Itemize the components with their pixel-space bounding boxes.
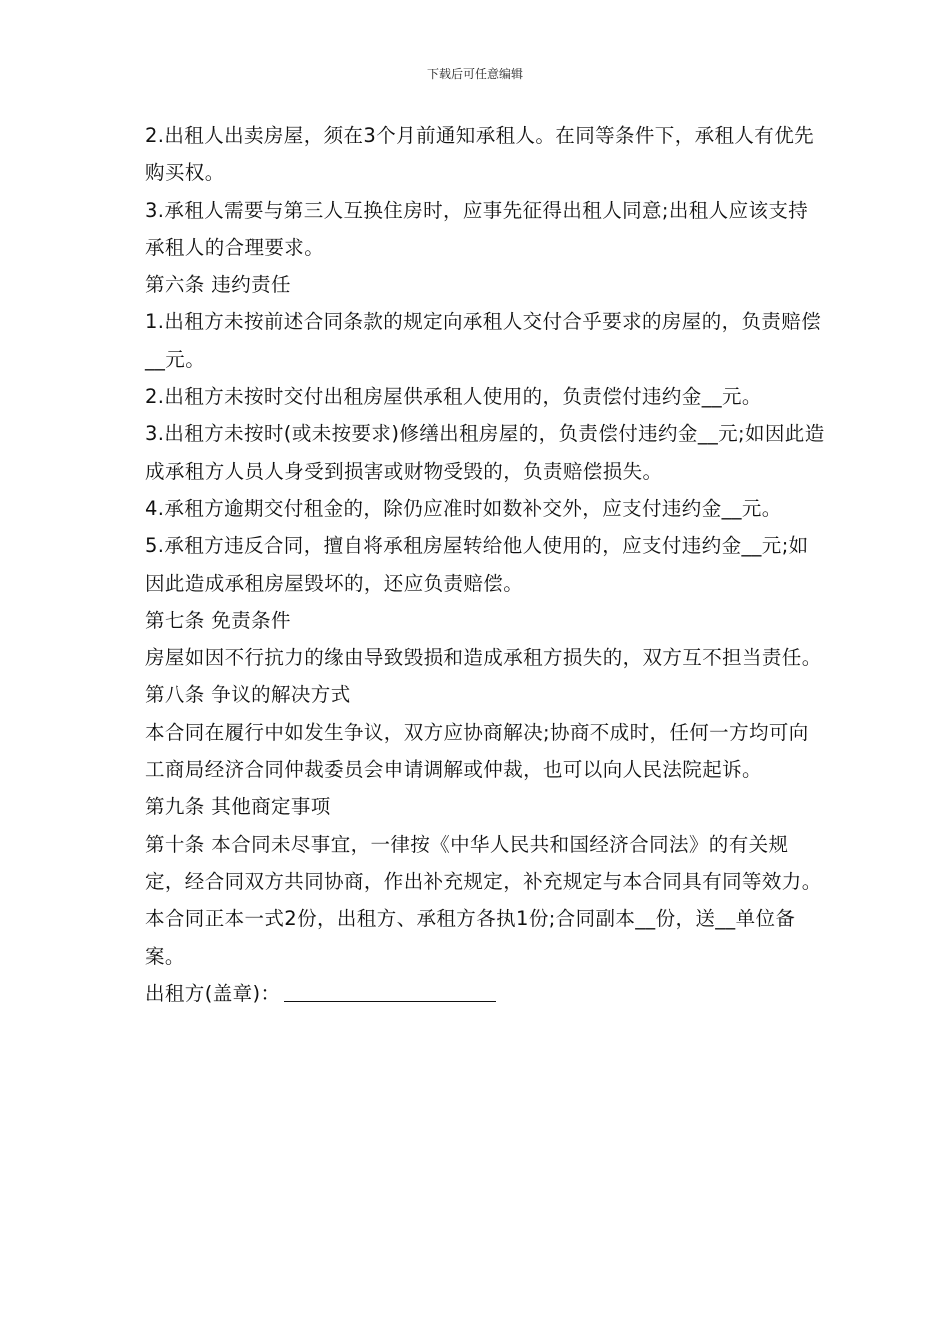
clause-paragraph: 本合同在履行中如发生争议，双方应协商解决;协商不成时，任何一方均可向工商局经济合同仲裁委员会申请调解或仲裁，也可以向人民法院起诉。 [145,720,809,782]
clause-paragraph: 房屋如因不行抗力的缘由导致毁损和造成承租方损失的，双方互不担当责任。 [145,646,822,670]
clause-paragraph: 3.出租方未按时(或未按要求)修缮出租房屋的，负责偿付违约金__元;如因此造成承租方人员人身受到损害或财物受毁的，负责赔偿损失。 [145,422,825,483]
clause-paragraph: 1.出租方未按前述合同条款的规定向承租人交付合乎要求的房屋的，负责赔偿__元。 [145,310,822,371]
lessor-seal-label: 出租方(盖章)： [145,981,281,1005]
signature-row [145,975,825,1012]
section-heading: 第六条 违约责任 [145,273,291,297]
section-heading: 第八条 争议的解决方式 [145,683,351,707]
section-heading: 第九条 其他商定事项 [145,795,331,819]
clause-paragraph: 3.承租人需要与第三人互换住房时，应事先征得出租人同意;出租人应该支持承租人的合理要求。 [145,198,809,259]
clause-paragraph: 2.出租人出卖房屋，须在3个月前通知承租人。在同等条件下，承租人有优先购买权。 [145,124,815,185]
signature-blank-line [284,1000,496,1002]
clause-paragraph: 5.承租方违反合同，擅自将承租房屋转给他人使用的，应支付违约金__元;如因此造成承租房屋毁坏的，还应负责赔偿。 [145,534,809,595]
document-body [145,117,825,1012]
clause-paragraph: 4.承租方逾期交付租金的，除仍应准时如数补交外，应支付违约金__元。 [145,496,782,520]
clause-paragraph: 第十条 本合同未尽事宜，一律按《中华人民共和国经济合同法》的有关规定，经合同双方共同协商，作出补充规定，补充规定与本合同具有同等效力。 [145,832,822,893]
clause-paragraph: 本合同正本一式2份，出租方、承租方各执1份;合同副本__份，送__单位备案。 [145,907,796,968]
clause-paragraph: 2.出租方未按时交付出租房屋供承租人使用的，负责偿付违约金__元。 [145,385,762,409]
section-heading: 第七条 免责条件 [145,608,291,632]
page-header-note: 下载后可任意编辑 [426,67,523,81]
